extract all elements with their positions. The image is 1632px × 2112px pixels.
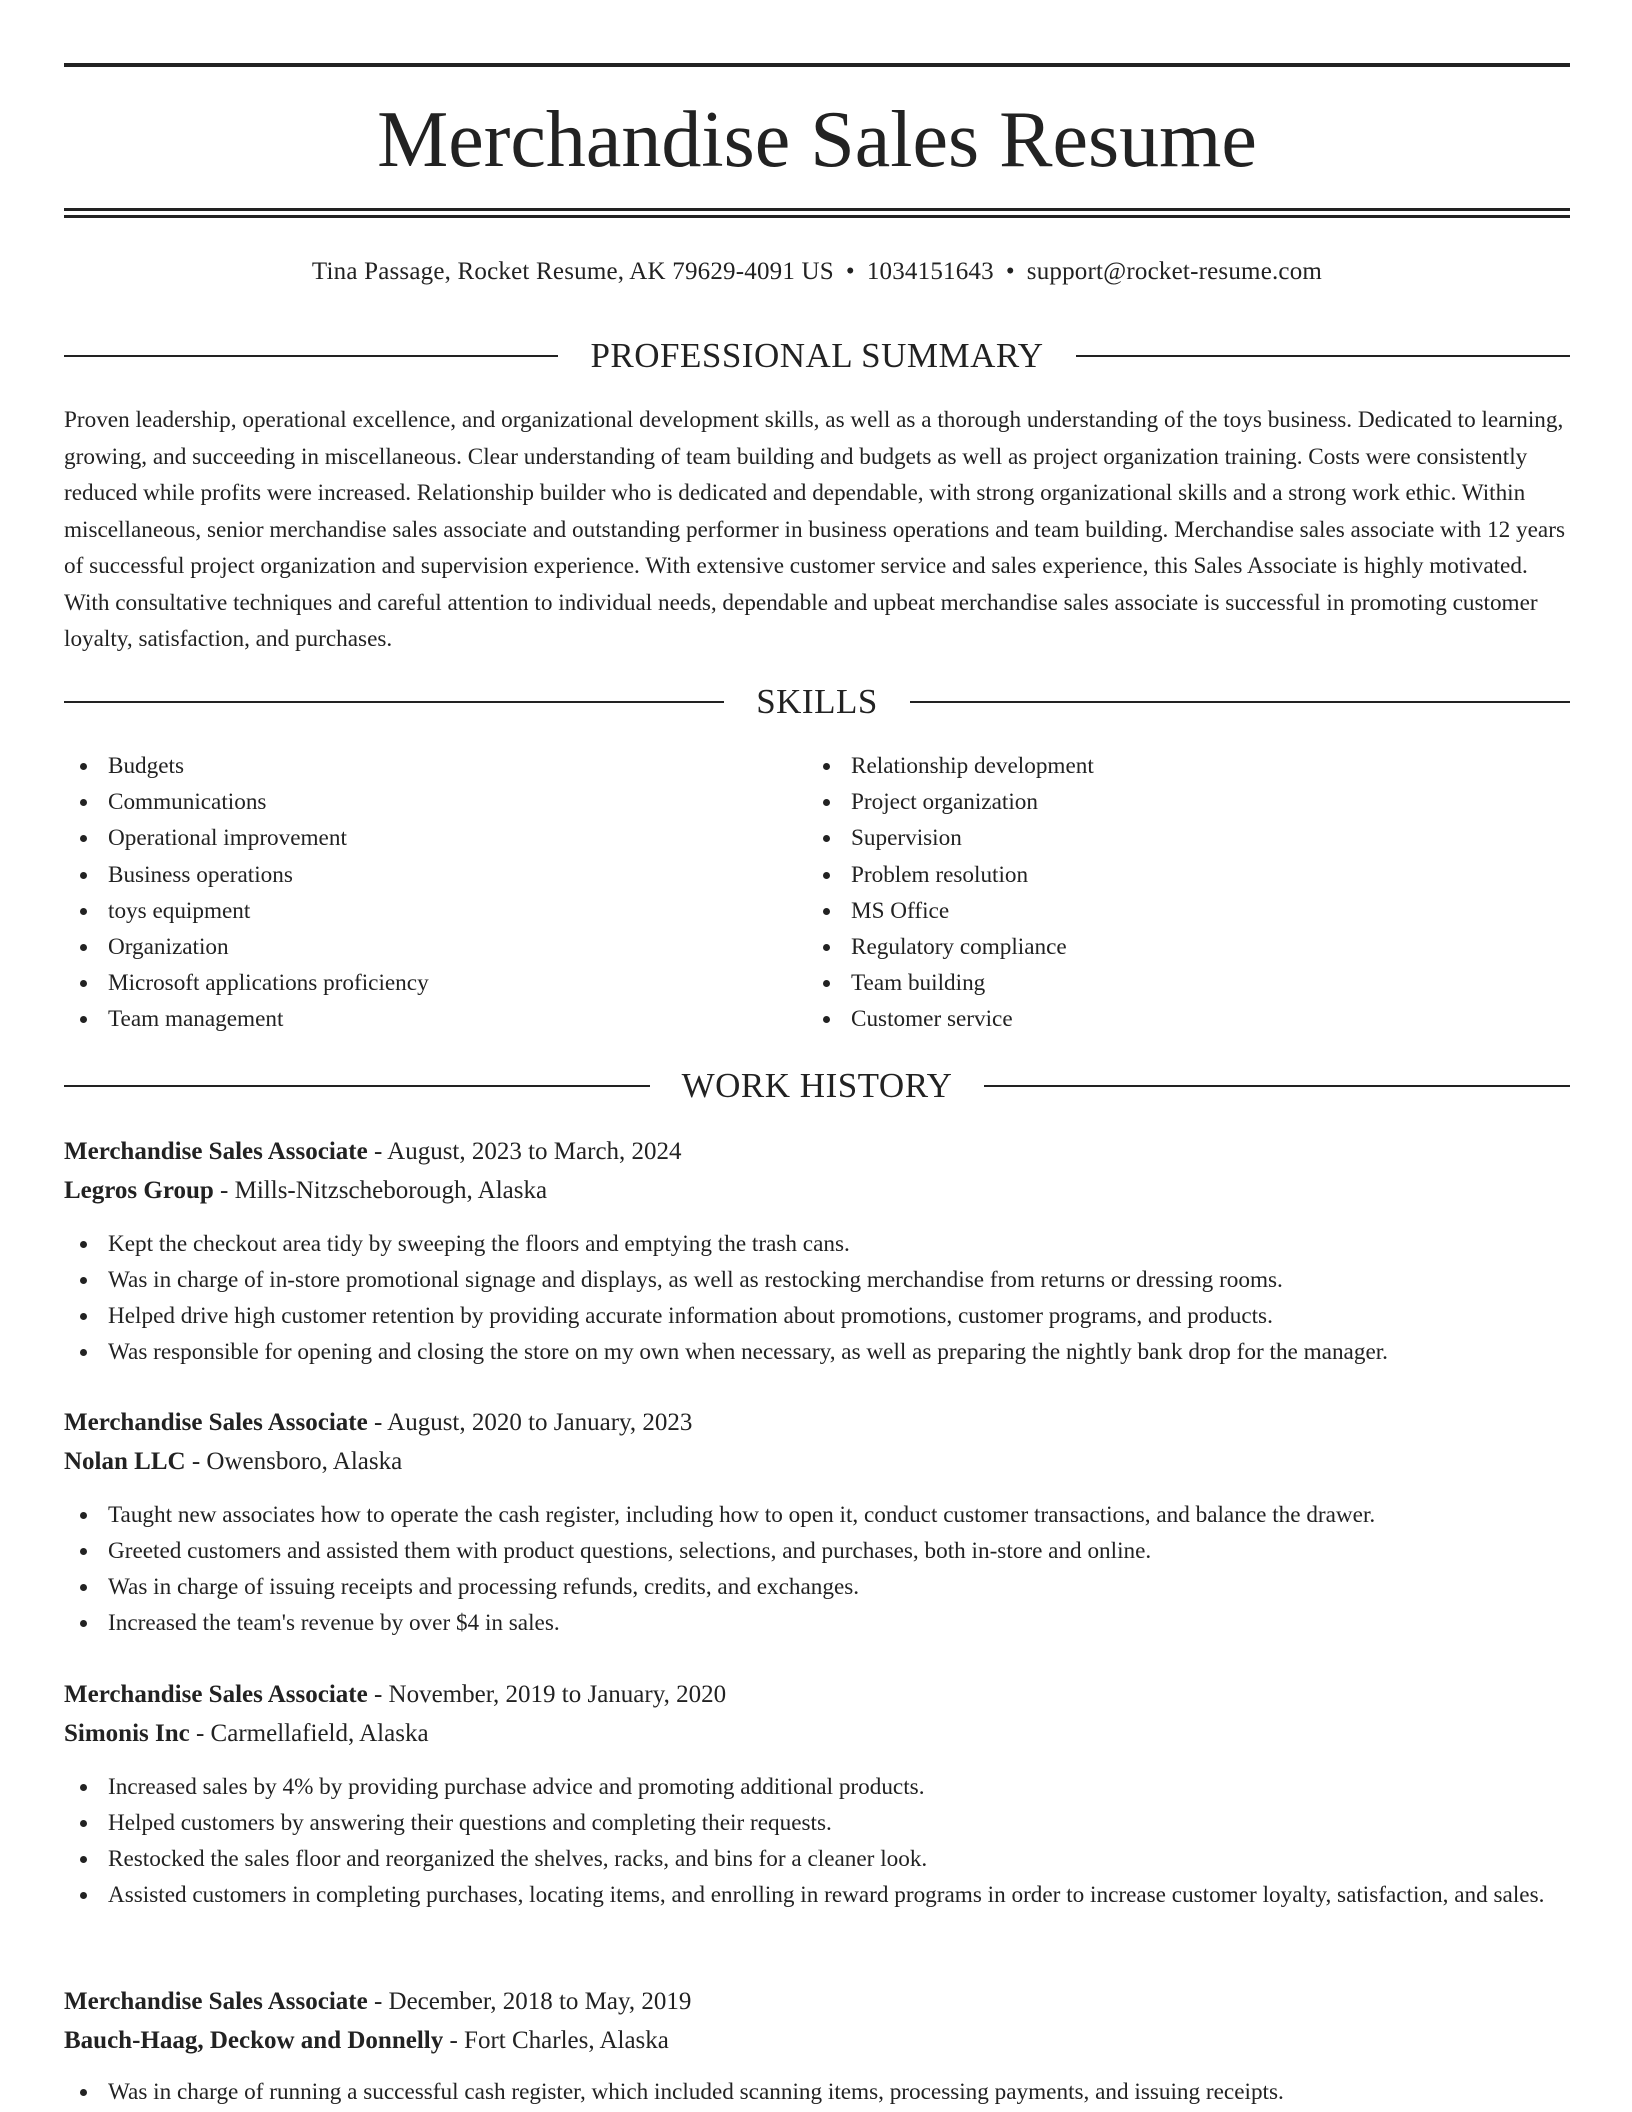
job-title-line xyxy=(64,1404,1570,1443)
heading-rule-left xyxy=(64,701,724,703)
skill-item: Budgets xyxy=(64,748,807,784)
skill-item: MS Office xyxy=(807,893,1550,929)
contact-separator: • xyxy=(845,258,855,285)
job-dates: - August, 2023 to March, 2024 xyxy=(367,1138,682,1165)
job-title-line xyxy=(64,1676,1570,1715)
heading-rule-right xyxy=(910,701,1570,703)
title-rule-upper xyxy=(64,208,1570,211)
job-bullet: Was in charge of in-store promotional signage and displays, as well as restocking merchandise from returns or dressing rooms. xyxy=(64,1262,1570,1298)
skills-list xyxy=(64,748,1570,1038)
heading-rule-left xyxy=(64,1085,650,1087)
job-location: - Carmellafield, Alaska xyxy=(189,1719,429,1747)
title-rule-lower xyxy=(64,215,1570,218)
job-title: Merchandise Sales Associate xyxy=(64,1138,368,1165)
job-company-line xyxy=(64,1172,1570,1211)
heading-rule-left xyxy=(64,355,558,357)
top-rule xyxy=(64,63,1570,67)
job-bullet: Increased sales by 4% by providing purchase advice and promoting additional products. xyxy=(64,1769,1570,1805)
job-company: Simonis Inc xyxy=(64,1719,190,1747)
job-bullet: Increased the team's revenue by over $4 in sales. xyxy=(64,1605,1570,1641)
job-title: Merchandise Sales Associate xyxy=(64,1681,368,1708)
summary-heading-label: PROFESSIONAL SUMMARY xyxy=(590,336,1044,375)
job-company-line xyxy=(64,1715,1570,1754)
job-entry xyxy=(64,1133,1570,1370)
job-entry xyxy=(64,1404,1570,1641)
contact-line xyxy=(64,254,1570,290)
job-bullets xyxy=(64,1769,1570,1913)
skills-heading xyxy=(64,682,1570,722)
skill-item: Customer service xyxy=(807,1001,1550,1037)
skill-item: Business operations xyxy=(64,857,807,893)
job-bullets xyxy=(64,1226,1570,1370)
skill-item: Operational improvement xyxy=(64,820,807,856)
job-bullets xyxy=(64,2074,1570,2110)
job-bullet: Was responsible for opening and closing the store on my own when necessary, as well as preparing the nightly bank drop for the manager. xyxy=(64,1334,1570,1370)
job-bullet: Helped customers by answering their questions and completing their requests. xyxy=(64,1805,1570,1841)
job-dates: - August, 2020 to January, 2023 xyxy=(367,1409,693,1436)
skill-item: Team management xyxy=(64,1001,807,1037)
skill-item: Project organization xyxy=(807,784,1550,820)
job-company: Bauch-Haag, Deckow and Donnelly xyxy=(64,2026,444,2054)
skill-item: Communications xyxy=(64,784,807,820)
skills-column-right xyxy=(807,748,1550,1038)
job-company: Nolan LLC xyxy=(64,1447,186,1475)
resume-title: Merchandise Sales Resume xyxy=(377,96,1257,184)
job-bullet: Assisted customers in completing purchases, locating items, and enrolling in reward programs in order to increase customer loyalty, satisfaction, and sales. xyxy=(64,1877,1570,1913)
job-bullet: Greeted customers and assisted them with product questions, selections, and purchases, both in-store and online. xyxy=(64,1533,1570,1569)
job-company-line xyxy=(64,1443,1570,1482)
job-location: - Fort Charles, Alaska xyxy=(443,2026,669,2054)
job-title: Merchandise Sales Associate xyxy=(64,1409,368,1436)
summary-text: Proven leadership, operational excellence, and organizational development skills, as well as a thorough understanding of the toys business. Dedicated to learning, growing, and succeeding in miscellaneous. Clear understanding of team building and budgets as well as project organization training. Costs were consistently reduced while profits were increased. Relationship builder who is dedicated and dependable, with strong organizational skills and a strong work ethic. Within miscellaneous, senior merchandise sales associate and outstanding performer in business operations and team building. Merchandise sales associate with 12 years of successful project organization and supervision experience. With extensive customer service and sales experience, this Sales Associate is highly motivated. With consultative techniques and careful attention to individual needs, dependable and upbeat merchandise sales associate is successful in promoting customer loyalty, satisfaction, and purchases. xyxy=(64,407,1565,652)
job-bullet: Restocked the sales floor and reorganized the shelves, racks, and bins for a cleaner look. xyxy=(64,1841,1570,1877)
job-location: - Mills-Nitzscheborough, Alaska xyxy=(213,1176,548,1204)
job-dates: - November, 2019 to January, 2020 xyxy=(367,1681,727,1708)
job-location: - Owensboro, Alaska xyxy=(185,1447,403,1475)
skill-item: Organization xyxy=(64,929,807,965)
skills-heading-label: SKILLS xyxy=(756,682,878,721)
job-title: Merchandise Sales Associate xyxy=(64,1988,368,2015)
skill-item: Regulatory compliance xyxy=(807,929,1550,965)
skills-column-left xyxy=(64,748,807,1038)
skill-item: Team building xyxy=(807,965,1550,1001)
skill-item: Problem resolution xyxy=(807,857,1550,893)
skill-item: Supervision xyxy=(807,820,1550,856)
job-dates: - December, 2018 to May, 2019 xyxy=(367,1988,692,2015)
skill-item: Microsoft applications proficiency xyxy=(64,965,807,1001)
summary-heading xyxy=(64,336,1570,376)
job-bullet: Helped drive high customer retention by providing accurate information about promotions, customer programs, and products. xyxy=(64,1298,1570,1334)
job-bullets xyxy=(64,1497,1570,1641)
heading-rule-right xyxy=(1076,355,1570,357)
contact-separator: • xyxy=(1005,258,1015,285)
contact-address: Tina Passage, Rocket Resume, AK 79629-4091 US xyxy=(311,258,834,285)
job-bullet: Taught new associates how to operate the cash register, including how to open it, conduct customer transactions, and balance the drawer. xyxy=(64,1497,1570,1533)
heading-rule-right xyxy=(984,1085,1570,1087)
job-company-line xyxy=(64,2022,1570,2061)
contact-phone: 1034151643 xyxy=(866,258,994,285)
skill-item: toys equipment xyxy=(64,893,807,929)
job-title-line xyxy=(64,1133,1570,1172)
work-history-heading xyxy=(64,1066,1570,1106)
work-history-heading-label: WORK HISTORY xyxy=(681,1066,953,1105)
skill-item: Relationship development xyxy=(807,748,1550,784)
job-company: Legros Group xyxy=(64,1176,214,1204)
job-bullet: Was in charge of issuing receipts and processing refunds, credits, and exchanges. xyxy=(64,1569,1570,1605)
contact-email: support@rocket-resume.com xyxy=(1026,258,1323,285)
job-bullet: Was in charge of running a successful cash register, which included scanning items, processing payments, and issuing receipts. xyxy=(64,2074,1570,2110)
job-bullet: Kept the checkout area tidy by sweeping the floors and emptying the trash cans. xyxy=(64,1226,1570,1262)
job-entry xyxy=(64,1676,1570,1913)
job-entry xyxy=(64,1983,1570,2110)
job-title-line xyxy=(64,1983,1570,2022)
